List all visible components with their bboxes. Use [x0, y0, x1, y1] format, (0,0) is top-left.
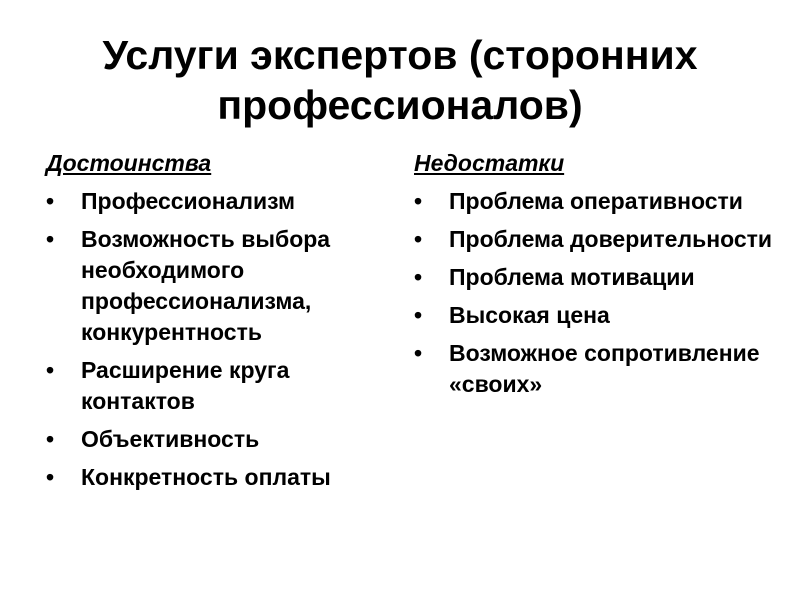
- advantages-heading: Достоинства: [46, 150, 212, 176]
- slide-title: [0, 30, 800, 130]
- bullet-icon: •: [46, 464, 55, 490]
- bullet-icon: •: [46, 226, 55, 252]
- disadvantages-list: [414, 186, 774, 400]
- slide-title-line-2: профессионалов): [217, 82, 583, 128]
- list-item-text: Возможность выбора необходимого профессионализма, конкурентность: [81, 226, 331, 345]
- list-item: [414, 300, 774, 331]
- advantages-column: [46, 148, 386, 500]
- disadvantages-column: [414, 148, 774, 407]
- list-item: [46, 355, 386, 417]
- bullet-icon: •: [46, 426, 55, 452]
- list-item: [46, 186, 386, 217]
- bullet-icon: •: [414, 188, 423, 214]
- list-item-text: Возможное сопротивление «своих»: [449, 340, 760, 397]
- list-item: [414, 186, 774, 217]
- slide-title-line-1: Услуги экспертов (сторонних: [102, 32, 698, 78]
- list-item-text: Проблема мотивации: [449, 264, 695, 290]
- list-item-text: Профессионализм: [81, 188, 296, 214]
- list-item-text: Проблема оперативности: [449, 188, 743, 214]
- bullet-icon: •: [414, 264, 423, 290]
- bullet-icon: •: [414, 302, 423, 328]
- advantages-list: [46, 186, 386, 493]
- list-item: [46, 224, 386, 348]
- bullet-icon: •: [414, 226, 423, 252]
- bullet-icon: •: [46, 188, 55, 214]
- bullet-icon: •: [414, 340, 423, 366]
- bullet-icon: •: [46, 357, 55, 383]
- list-item-text: Проблема доверительности: [449, 226, 773, 252]
- list-item-text: Высокая цена: [449, 302, 610, 328]
- list-item-text: Конкретность оплаты: [81, 464, 331, 490]
- list-item: [46, 462, 386, 493]
- list-item-text: Расширение круга контактов: [81, 357, 290, 414]
- list-item: [414, 338, 774, 400]
- list-item: [46, 424, 386, 455]
- disadvantages-heading: Недостатки: [414, 150, 565, 176]
- list-item-text: Объективность: [81, 426, 260, 452]
- list-item: [414, 224, 774, 255]
- list-item: [414, 262, 774, 293]
